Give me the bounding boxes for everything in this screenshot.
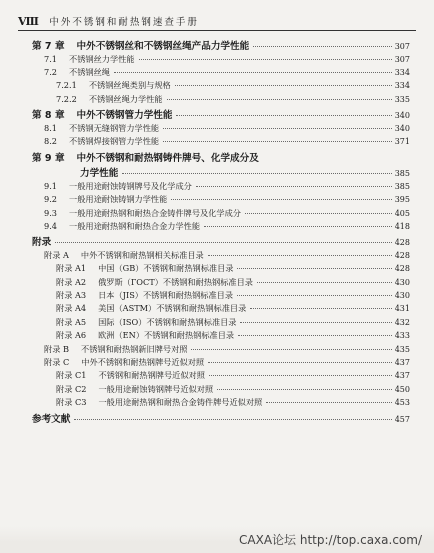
dot-leader (163, 141, 392, 142)
toc-entry-label (32, 107, 174, 121)
toc-page-number: 334 (394, 81, 410, 91)
toc-entry-title: 不锈钢无缝钢管力学性能 (69, 122, 160, 133)
toc-entry-title: 不锈钢和耐热钢牌号近似对照 (98, 370, 205, 381)
toc-page-number: 457 (394, 414, 410, 424)
toc-entry-number: 第 8 章 (32, 110, 65, 122)
toc-entry-label (56, 94, 165, 105)
toc-page-number: 450 (394, 384, 410, 394)
dot-leader (175, 85, 392, 86)
toc-entry (32, 123, 410, 136)
toc-entry-number: 8.2 (44, 136, 58, 147)
toc-page-number: 430 (394, 291, 410, 301)
toc-page-number: 307 (394, 54, 410, 64)
toc-entry-title: 不锈钢焊接钢管力学性能 (69, 136, 160, 147)
toc-entry (32, 67, 410, 80)
dot-leader (250, 308, 392, 309)
toc-entry-title: 一般用途耐热钢和耐热合金铸件牌号及化学成分 (69, 207, 241, 218)
toc-entry-label (56, 290, 235, 301)
toc-entry-label (56, 330, 236, 341)
toc-entry-number: 附录 A4 (56, 303, 87, 314)
toc-page-number: 335 (394, 94, 410, 104)
toc-entry (32, 136, 410, 149)
toc-page-number: 334 (394, 67, 410, 77)
toc-page-number: 431 (394, 304, 410, 314)
toc-entry-number: 附录 A3 (56, 290, 87, 301)
toc-entry-number: 附录 A (44, 249, 69, 260)
toc-entry-title: 一般用途耐热钢和耐热合金铸件牌号近似对照 (98, 397, 263, 408)
dot-leader (208, 255, 392, 256)
toc-entry-title: 中外不锈钢丝和不锈钢丝绳产品力学性能 (76, 41, 250, 52)
toc-entry-label (44, 123, 161, 134)
dot-leader (176, 115, 392, 116)
toc-page-number: 395 (394, 195, 410, 205)
toc-entry (32, 290, 410, 303)
table-of-contents (32, 38, 410, 426)
toc-entry-number: 9.2 (44, 194, 58, 205)
toc-entry-title: 不锈钢丝绳力学性能 (88, 93, 163, 104)
toc-page-number: 385 (394, 181, 410, 191)
toc-page-number: 428 (394, 250, 410, 260)
toc-entry-label (32, 38, 251, 52)
toc-entry-number: 附录 A2 (56, 276, 87, 287)
dot-leader (257, 282, 392, 283)
toc-entry-title: 一般用途耐热钢和耐热合金力学性能 (69, 220, 201, 231)
toc-entry-title: 欧洲（EN）不锈钢和耐热钢标准目录 (98, 330, 235, 341)
toc-entry-title: 中外不锈钢和耐热钢牌号近似对照 (81, 357, 205, 367)
toc-entry-number: 9.1 (44, 180, 58, 191)
toc-page-number: 307 (394, 42, 410, 51)
toc-page-number: 340 (394, 123, 410, 133)
toc-entry (32, 397, 410, 410)
toc-entry-label (44, 181, 194, 192)
toc-page-number: 418 (394, 221, 410, 231)
toc-entry (32, 94, 410, 107)
toc-page-number: 428 (394, 264, 410, 274)
dot-leader (139, 59, 392, 60)
toc-entry-number: 9.3 (44, 207, 58, 218)
toc-entry-number: 附录 A6 (56, 330, 87, 341)
toc-entry (32, 194, 410, 207)
toc-entry-label (32, 234, 53, 248)
dot-leader (191, 349, 392, 350)
dot-leader (55, 242, 392, 243)
toc-entry-label (56, 317, 238, 328)
toc-entry (32, 38, 410, 54)
toc-entry-title: 一般用途耐蚀铸钢牌号及化学成分 (69, 180, 192, 191)
toc-page-number: 433 (394, 331, 410, 341)
toc-entry-label (56, 397, 264, 408)
toc-page-number: 340 (394, 111, 410, 121)
toc-entry (32, 263, 410, 276)
toc-page-number: 405 (394, 208, 410, 218)
toc-entry (32, 234, 410, 250)
toc-entry-label (44, 344, 189, 355)
toc-entry-number: 8.1 (44, 122, 58, 133)
toc-page-number: 428 (394, 238, 410, 248)
toc-entry-number: 附录 C2 (56, 383, 87, 394)
toc-entry (32, 330, 410, 343)
toc-page-number: 385 (394, 169, 410, 179)
toc-entry (32, 250, 410, 263)
dot-leader (163, 128, 392, 129)
toc-entry-number: 7.2.2 (56, 93, 77, 104)
toc-entry (32, 411, 410, 427)
toc-entry-label (56, 303, 248, 314)
toc-page-number: 453 (394, 398, 410, 408)
toc-entry-title: 不锈钢丝绳 (69, 66, 110, 77)
toc-entry (32, 54, 410, 67)
toc-entry-number: 参考文献 (32, 413, 71, 425)
dot-leader (237, 268, 392, 269)
toc-entry-label (44, 208, 243, 219)
dot-leader (114, 72, 392, 73)
toc-entry-number: 第 7 章 (32, 41, 65, 52)
dot-leader (240, 322, 392, 323)
page-number: Ⅷ (18, 15, 40, 28)
dot-leader (204, 226, 392, 227)
toc-entry-label (44, 250, 206, 261)
book-title: 中外不锈钢和耐热钢速查手册 (49, 17, 199, 28)
toc-entry-number: 附录 C3 (56, 397, 87, 408)
toc-entry-label (56, 384, 215, 395)
toc-entry (32, 344, 410, 357)
dot-leader (209, 375, 392, 376)
toc-entry-title: 美国（ASTM）不锈钢和耐热钢标准目录 (98, 303, 247, 314)
toc-entry-label (56, 263, 235, 274)
toc-entry-label (44, 221, 202, 232)
toc-entry-title: 日本（JIS）不锈钢和耐热钢标准目录 (98, 290, 234, 301)
toc-entry-title: 中外不锈钢管力学性能 (76, 110, 173, 122)
toc-entry-label (44, 54, 137, 65)
toc-page-number: 432 (394, 317, 410, 327)
toc-entry (32, 181, 410, 194)
toc-entry-title: 不锈钢和耐热钢新旧牌号对照 (81, 343, 188, 354)
dot-leader (171, 199, 392, 200)
toc-entry (32, 277, 410, 290)
toc-entry (32, 80, 410, 93)
toc-entry-title: 不锈钢丝力学性能 (69, 53, 135, 64)
toc-entry-title: 中外不锈钢和耐热钢相关标准目录 (80, 249, 204, 260)
toc-entry-number: 附录 A1 (56, 263, 87, 274)
toc-entry (32, 221, 410, 234)
dot-leader (245, 213, 392, 214)
toc-entry (32, 165, 410, 181)
toc-entry-title: 中外不锈钢和耐热钢铸件牌号、化学成分及 (76, 152, 259, 164)
dot-leader (253, 46, 392, 47)
toc-entry-title: 国际（ISO）不锈钢和耐热钢标准目录 (98, 316, 237, 327)
toc-page-number: 437 (394, 371, 410, 381)
toc-entry-number: 附录 (32, 237, 52, 249)
toc-entry-label (56, 80, 173, 91)
toc-entry (32, 384, 410, 397)
toc-entry (32, 208, 410, 221)
toc-page-number: 371 (394, 137, 410, 147)
toc-page-number: 430 (394, 277, 410, 287)
toc-entry-title: 俄罗斯（ГОСТ）不锈钢和耐热钢标准目录 (98, 276, 253, 287)
toc-entry-label (32, 411, 72, 425)
toc-entry-number: 7.2 (44, 66, 58, 77)
dot-leader (217, 389, 392, 390)
toc-entry-number: 附录 A5 (56, 316, 87, 327)
toc-entry-label (80, 165, 120, 179)
toc-entry-number: 7.1 (44, 53, 58, 64)
toc-entry-title: 力学性能 (80, 168, 119, 180)
toc-entry-label (44, 136, 161, 147)
toc-page-number: 435 (394, 344, 410, 354)
dot-leader (237, 295, 392, 296)
toc-entry-number: 附录 C (44, 357, 70, 367)
toc-entry (32, 317, 410, 330)
toc-entry (32, 357, 410, 370)
running-header (18, 8, 416, 31)
toc-entry-label (56, 277, 255, 288)
dot-leader (266, 402, 392, 403)
toc-entry-number: 第 9 章 (32, 152, 65, 164)
toc-entry (32, 107, 410, 123)
toc-entry-number: 7.2.1 (56, 80, 77, 91)
toc-entry-label (56, 370, 207, 381)
toc-entry (32, 303, 410, 316)
toc-entry-number: 附录 B (44, 343, 69, 354)
toc-page-number: 437 (394, 358, 410, 367)
toc-entry-number: 附录 C1 (56, 370, 87, 381)
dot-leader (122, 173, 392, 174)
dot-leader (74, 419, 392, 420)
toc-entry (32, 370, 410, 383)
toc-entry-title: 中国（GB）不锈钢和耐热钢标准目录 (98, 263, 234, 274)
forum-watermark: CAXA论坛 http://top.caxa.com/ (0, 526, 434, 553)
toc-entry-label (32, 150, 261, 164)
dot-leader (167, 99, 392, 100)
toc-entry-label (44, 357, 206, 368)
toc-entry-label (44, 194, 169, 205)
toc-entry-title: 一般用途耐蚀铸钢力学性能 (69, 194, 168, 205)
dot-leader (208, 362, 392, 363)
toc-entry-title: 一般用途耐蚀铸钢牌号近似对照 (98, 383, 214, 394)
toc-entry-number: 9.4 (44, 220, 58, 231)
toc-entry-label (44, 67, 112, 78)
dot-leader (238, 335, 392, 336)
dot-leader (196, 186, 392, 187)
toc-entry-title: 不锈钢丝绳类别与规格 (88, 80, 171, 91)
toc-entry (32, 150, 410, 166)
